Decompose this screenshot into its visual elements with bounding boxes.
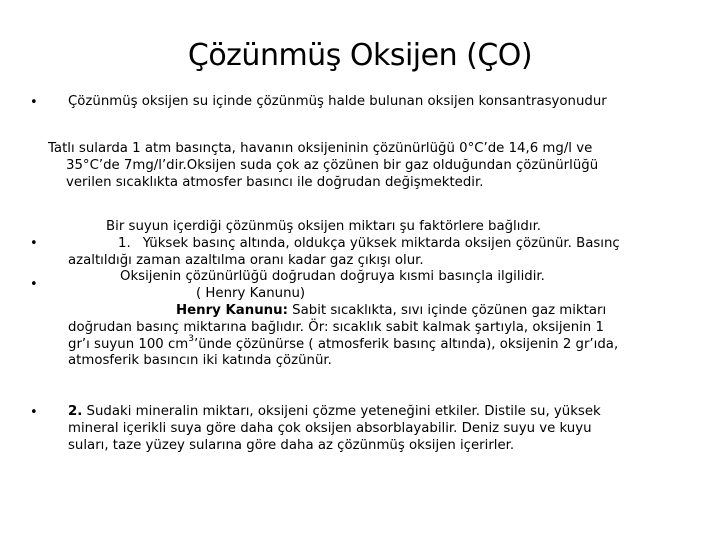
- text-line: [68, 236, 620, 253]
- bullet: •: [30, 95, 38, 110]
- bullet: •: [30, 236, 38, 251]
- text-line: Tatlı sularda 1 atm basınçta, havanın oksijeninin çözünürlüğü 0°C’de 14,6 mg/l ve: [48, 141, 593, 156]
- bullet: •: [30, 405, 38, 420]
- text-span: Sabit sıcaklıkta, sıvı içinde çözünen gaz miktarı: [287, 302, 607, 318]
- text-line: [68, 303, 620, 320]
- text-line: Bir suyun içerdiği çözünmüş oksijen miktarı şu faktörlere bağlıdır.: [106, 219, 542, 234]
- bullet: •: [30, 277, 38, 292]
- text-span: Yüksek basınç altında, oldukça yüksek miktarda oksijen çözünür. Basınç: [142, 235, 620, 251]
- definition-text: Çözünmüş oksijen su içinde çözünmüş halde bulunan oksijen konsantrasyonudur: [68, 94, 607, 109]
- factors-paragraph: [68, 219, 620, 370]
- slide-title: Çözünmüş Oksijen (ÇO): [187, 38, 533, 73]
- solubility-paragraph: [48, 141, 598, 191]
- text-line: [68, 334, 620, 354]
- text-line: 35°C’de 7mg/l’dir.Oksijen suda çok az çözünen bir gaz olduğundan çözünürlüğü: [66, 157, 599, 173]
- text-line: suları, taze yüzey sularına göre daha az çözünmüş oksijen içerirler.: [68, 437, 515, 453]
- text-line: [68, 404, 601, 421]
- text-line: azaltıldığı zaman azaltılma oranı kadar gaz çıkışı olur.: [68, 252, 424, 268]
- definition-paragraph: [68, 94, 607, 111]
- text-span: ’ünde çözünürse ( atmosferik basınç altında), oksijenin 2 gr’ıda,: [193, 336, 619, 352]
- text-line: doğrudan basınç miktarına bağlıdır. Ör: sıcaklık sabit kalmak şartıyla, oksijenin 1: [68, 319, 604, 335]
- text-line: verilen sıcaklıkta atmosfer basıncı ile doğrudan değişmektedir.: [66, 174, 484, 190]
- text-line: ( Henry Kanunu): [196, 286, 306, 302]
- text-line: Oksijenin çözünürlüğü doğrudan doğruya kısmi basınçla ilgilidir.: [120, 269, 545, 285]
- list-number: 2.: [68, 404, 83, 419]
- minerals-paragraph: [68, 404, 601, 454]
- list-number: 1.: [118, 235, 131, 251]
- text-span: Sudaki mineralin miktarı, oksijeni çözme yeteneğini etkiler. Distile su, yüksek: [82, 404, 601, 419]
- text-line: mineral içerikli suya göre daha çok oksijen absorblayabilir. Deniz suyu ve kuyu: [68, 420, 592, 436]
- superscript: 3: [188, 334, 194, 345]
- text-line: atmosferik basıncın iki katında çözünür.: [68, 353, 332, 369]
- henry-law-label: Henry Kanunu:: [176, 302, 288, 318]
- text-span: gr’ı suyun 100 cm: [68, 336, 189, 352]
